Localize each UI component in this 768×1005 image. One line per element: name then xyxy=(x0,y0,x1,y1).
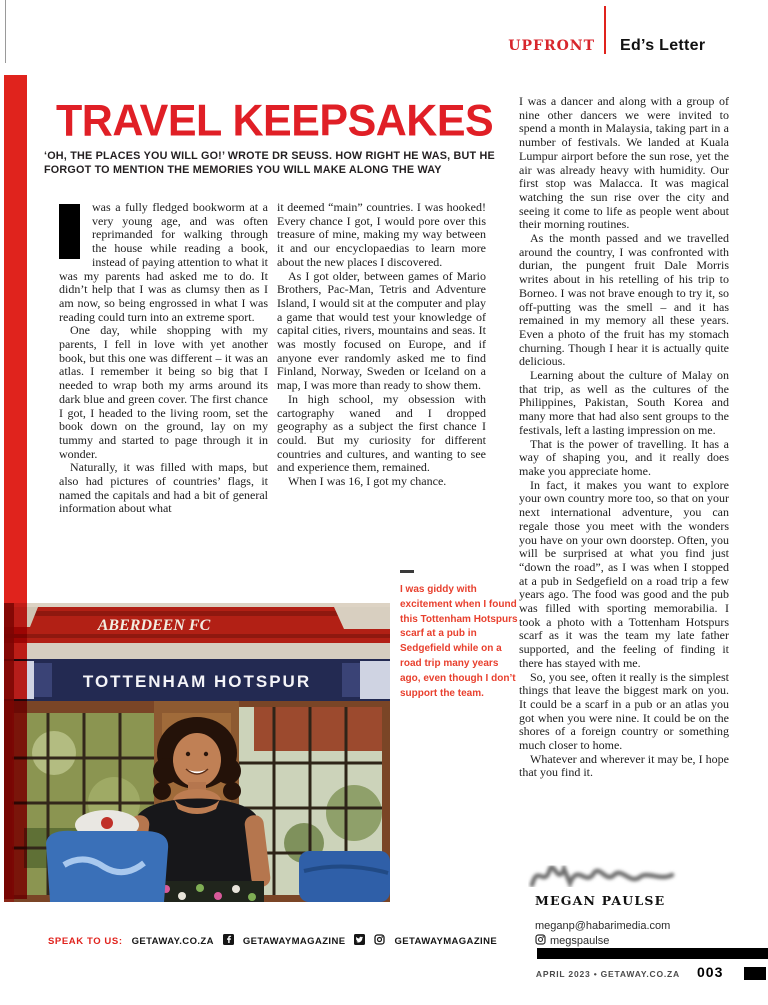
article-deck: ‘OH, THE PLACES YOU WILL GO!’ WROTE DR SEUSS. HOW RIGHT HE WAS, BUT HE FORGOT TO MENTION THE MEMORIES YOU WILL MAKE ALONG THE WAY xyxy=(44,150,495,176)
header-divider xyxy=(604,6,606,54)
body-column-1 xyxy=(59,201,268,516)
issue-line: APRIL 2023 • GETAWAY.CO.ZA xyxy=(535,969,680,979)
folio-block xyxy=(744,967,766,980)
instagram-icon xyxy=(535,934,546,948)
pub-photo xyxy=(4,603,390,902)
drop-cap: I xyxy=(59,204,80,259)
paragraph: As I got older, between games of Mario Brothers, Pac-Man, Tetris and Adventure Island, I would sit at the computer and play a game that would test your knowledge of capital cities, rivers, mountains and seas. It was mostly focused on Europe, and if anyone ever randomly asked me to find Finland, Norway, Sweden or Iceland on a map, I was more than ready to show them. xyxy=(277,268,486,393)
tottenham-scarf-text: TOTTENHAM HOTSPUR xyxy=(82,672,312,691)
paragraph: So, you see, often it really is the simplest things that leave the biggest mark on you. It could be a scarf in a pub or an atlas you got when you were nine. It could be on the shores of a foreign country or something much closer to home. xyxy=(519,669,729,753)
body-column-2 xyxy=(277,201,486,489)
author-instagram[interactable] xyxy=(535,934,609,948)
body-column-3 xyxy=(519,95,729,780)
aberdeen-scarf-text: ABERDEEN FC xyxy=(97,617,211,634)
paragraph: it deemed “main” countries. I was hooked! Every chance I got, I would pore over this treasure of mine, making my way between it and our encyclopaedias to learn more about the new places I discovered. xyxy=(277,200,486,269)
paragraph: As the month passed and we travelled around the country, I was confronted with durian, the pungent fruit Dale Morris writes about in his retelling of his trip to Borneo. I was not brave enough to try it, so off-putting was the smell – and it has remained in my memory all these years. Even a photo of the fruit has my stomach churning. Though I hear it is actually quite delicious. xyxy=(519,231,729,369)
page-number: 003 xyxy=(697,964,724,980)
paragraph: One day, while shopping with my parents, I fell in love with yet another book, but this one was different – it was an atlas. I remember it being so big that I needed to wrap both my arms around its dark blue and green cover. The first chance I got, I headed to the living room, set the book down on the ground, lay on my tummy and started to page through it in wonder. xyxy=(59,323,268,461)
paragraph xyxy=(59,201,268,324)
author-email[interactable]: meganp@habarimedia.com xyxy=(535,920,671,932)
paragraph: Learning about the culture of Malay on that trip, as well as the cultures of the Philippines, Pakistan, South Korea and many more that had also sent groups to the festivals, left a lasting impression on me. xyxy=(519,368,729,437)
paragraph: When I was 16, I got my chance. xyxy=(288,474,447,489)
paragraph: I was a dancer and along with a group of nine other dancers we were invited to spend a month in Malaysia, taking part in a number of festivals. We landed at Kuala Lumpur airport before the sun rose, yet the air was already heavy with humidity. Our first stop was Malacca. It was magical watching the sun rise over the city and seeing it come to life as people went about their morning routines. xyxy=(519,94,729,232)
facebook-handle-link[interactable]: GETAWAYMAGAZINE xyxy=(242,935,346,947)
website-link[interactable]: GETAWAY.CO.ZA xyxy=(131,935,214,947)
speak-to-us-label: SPEAK TO US: xyxy=(48,935,123,947)
black-rule xyxy=(537,948,768,959)
instagram-icon xyxy=(374,934,385,948)
caption-dash xyxy=(400,570,414,573)
paragraph-text: was a fully fledged bookworm at a very young age, and was often reprimanded for walking through the house while reading a book, instead of paying attention to what it was my parents had asked me to do. It didn’t help that I was as clumsy then as I am now, so being engrossed in what I was reading could turn into an extreme sport. xyxy=(59,200,268,324)
header-section-title: Ed’s Letter xyxy=(620,37,706,54)
page-title: TRAVEL KEEPSAKES xyxy=(56,96,494,146)
red-side-bar xyxy=(4,75,27,899)
paragraph: Naturally, it was filled with maps, but also had pictures of countries’ flags, it named the capitals and had a bit of general information about what xyxy=(59,460,268,516)
paragraph: In fact, it makes you want to explore your own country more too, so that on your next international adventure, you can regale those you meet with the wonders you have on your own doorstep. Often, you will be surprised at what you find just “down the road”, as I was when I stopped at a pub in Sedgefield on a road trip a few years ago. The food was good and the pub was filled with sporting memorabilia. I took a photo with a Tottenham Hotspurs scarf as it was the team my late father supported, and the feeling of finding it there has stayed with me. xyxy=(519,477,729,670)
paragraph: Whatever and wherever it may be, I hope that you find it. xyxy=(519,751,729,780)
facebook-icon xyxy=(223,934,234,948)
photo-caption: I was giddy with excitement when I found this Tottenham Hotspurs scarf at a pub in Sedgefield while on a road trip many years ago, even though I don’t support the team. xyxy=(400,584,518,699)
social-handle-link[interactable]: GETAWAYMAGAZINE xyxy=(394,935,498,947)
top-left-hairline xyxy=(5,0,6,63)
header-kicker: UPFRONT xyxy=(508,38,595,54)
speak-to-us-row xyxy=(48,934,497,948)
instagram-handle: megspaulse xyxy=(550,935,610,947)
author-name: MEGAN PAULSE xyxy=(535,893,666,908)
paragraph: That is the power of travelling. It has a way of shaping you, and it really does make you appreciate home. xyxy=(519,436,729,478)
paragraph: In high school, my obsession with cartography waned and I dropped geography as a subject the first chance I could. But my curiosity for different countries and cultures, and wanting to see and experience them, remained. xyxy=(277,391,486,475)
twitter-icon xyxy=(354,934,365,948)
